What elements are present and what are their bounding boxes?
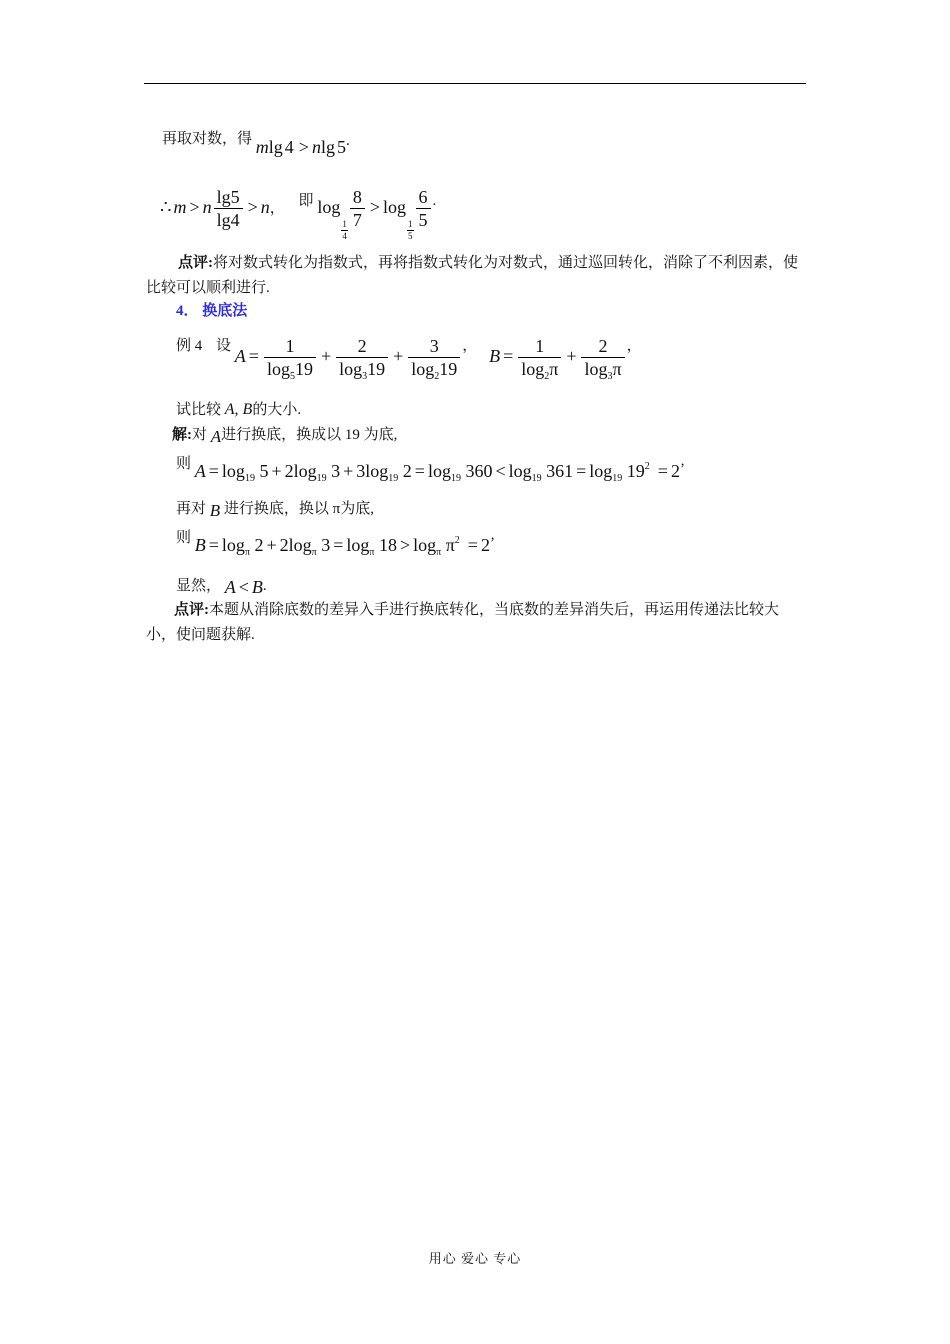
line-take-log-tail: .: [345, 133, 350, 149]
b-line: [176, 497, 374, 520]
remark-1: [146, 251, 808, 301]
remark-2: [146, 598, 808, 648]
remark-2-text: 本题从消除底数的差异入手进行换底转化，当底数的差异消失后，再运用传递法比较大小，使问题获解.: [146, 602, 780, 643]
formula-mlg4: mlg 4 > nlg 5: [255, 137, 346, 157]
solution-line: [172, 423, 397, 446]
ze-label: 则: [176, 456, 192, 472]
formula-A-lt-B: A < B: [224, 577, 263, 597]
remark-1-text: 将对数式转化为指数式，再将指数式转化为对数式，通过巡回转化，消除了不利因素，使比较可以顺利进行.: [146, 255, 799, 296]
formula-m-gt-n: ∴ m > n $\frac{\lg 5}{\lg 4}$ > n: [160, 187, 270, 230]
comma: ，: [269, 200, 285, 217]
comma: ，: [626, 337, 642, 354]
formula-B-calc: $B = \log_\pi 2 + 2\log_\pi$ $3 = \log_\pi 18 > \log_\pi \pi^2 = 2$: [194, 535, 490, 558]
line-take-log: [162, 126, 350, 157]
line-A-calc: 则 $A = \log_{19} 5 + 2\log_{19}$ $3 + 3\log_{19}$ $2 = \log_{19} 360 < \log_{19} 361 = \log_{19} 19^2 = 2$’: [176, 456, 685, 484]
compare-line: [176, 399, 301, 421]
formula-B-def: B = $\frac{1}{\log_2\pi}$ + $\frac{2}{\log_3\pi}$: [489, 346, 627, 366]
remark-2-label: 点评:: [174, 602, 209, 618]
line-therefore: [160, 186, 436, 242]
b-line-c: 为底,: [340, 501, 375, 517]
pi-symbol: π: [332, 501, 341, 517]
remark-1-label: 点评:: [178, 255, 213, 271]
ze-label: 则: [176, 530, 192, 546]
solution-a: 对: [192, 427, 208, 443]
header-rule: [144, 83, 806, 84]
period: .: [432, 192, 437, 209]
compare-vars: A, B: [224, 401, 253, 418]
example-4: [176, 335, 642, 380]
comma: ，: [462, 337, 478, 354]
solution-b: 进行换底，换成以 19 为底,: [221, 427, 398, 443]
b-line-b: 进行换底，换以: [223, 501, 329, 517]
conclusion-line: 显然， A < B.: [176, 577, 267, 597]
formula-A-calc: $A = \log_{19} 5 + 2\log_{19}$ $3 + 3\log_{19}$ $2 = \log_{19} 360 < \log_{19} 361 = \log_{19} 19^2 = 2$: [194, 461, 680, 484]
line-take-log-lead: 再取对数，得: [162, 131, 253, 147]
section-heading: 4． 换底法: [176, 303, 248, 319]
page-footer: 用心 爱心 专心: [428, 1251, 522, 1266]
b-line-a: 再对: [176, 501, 207, 517]
formula-A-def: A = $\frac{1}{\log_519}$ + $\frac{2}{\log_319}$ + $\frac{3}{\log_219}$: [235, 346, 463, 366]
var-B: B: [209, 501, 221, 520]
compare-tail: 的大小.: [252, 402, 302, 418]
compare-lead: 试比较: [176, 402, 222, 418]
line-B-calc: 则 $B = \log_\pi 2 + 2\log_\pi$ $3 = \log_\pi 18 > \log_\pi \pi^2 = 2$’: [176, 530, 495, 558]
ji-label: 即: [298, 192, 314, 209]
example-she: 设: [216, 337, 232, 354]
formula-log-compare: log $\frac{1}{4}$ $\frac{8}{7}$ > log $\frac{1}{5}$ $\frac{6}{5}$: [317, 197, 432, 217]
var-A: A: [210, 427, 222, 446]
solution-label: 解:: [172, 427, 192, 443]
example-label: 例 4: [176, 337, 203, 354]
xianran-label: 显然，: [176, 578, 222, 594]
